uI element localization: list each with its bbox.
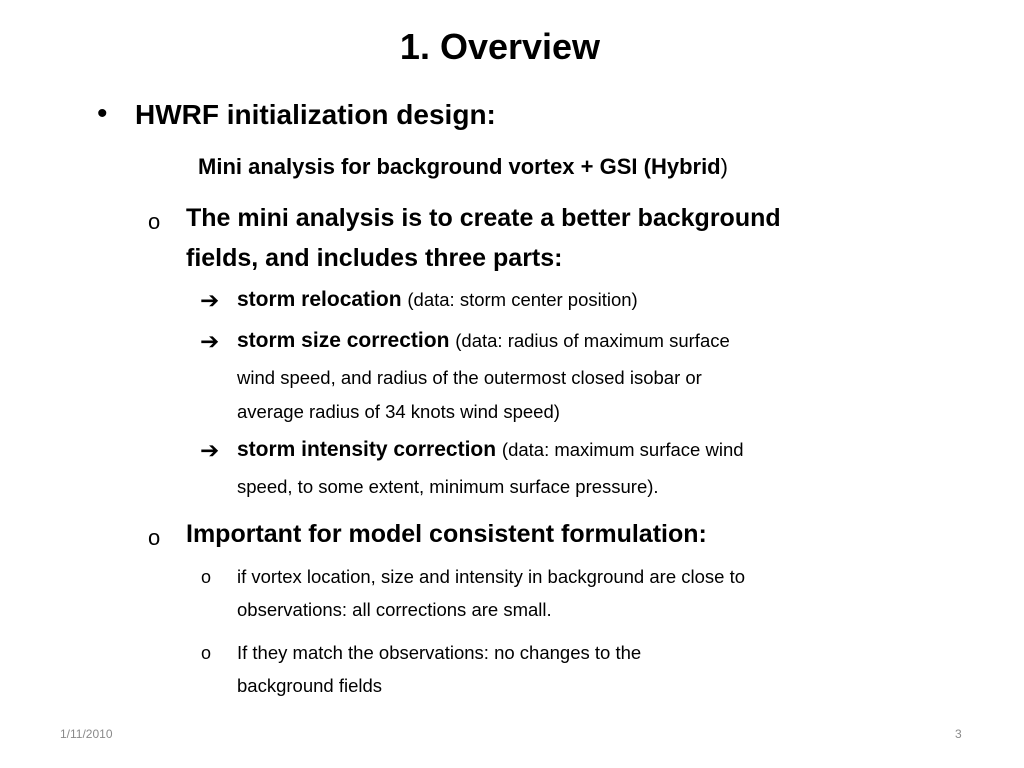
part-paren: (data: radius of maximum surface: [455, 330, 730, 351]
design-subtitle: [198, 152, 728, 182]
item-a-marker: o: [148, 209, 161, 234]
part-storm-relocation: [237, 283, 638, 317]
sub-item-line1: if vortex location, size and intensity in background are close to: [237, 566, 746, 587]
arrow-right-icon: ➔: [200, 437, 220, 463]
slide-title: 1. Overview: [399, 26, 601, 67]
sub-item-line1: If they match the observations: no changes to the: [237, 642, 642, 663]
part-continuation: average radius of 34 knots wind speed): [237, 401, 560, 422]
arrow-right-icon: ➔: [200, 328, 220, 354]
design-subtitle-tail: ): [720, 154, 728, 179]
part-continuation: wind speed, and radius of the outermost closed isobar or: [237, 367, 702, 388]
sub-item-line2: observations: all corrections are small.: [237, 599, 552, 620]
bullet-marker: •: [97, 97, 108, 130]
part-paren: (data: storm center position): [407, 289, 638, 310]
sub-marker: o: [201, 567, 212, 587]
part-paren: (data: maximum surface wind: [501, 439, 744, 460]
part-storm-intensity-correction: [237, 433, 744, 467]
part-continuation: speed, to some extent, minimum surface pressure).: [237, 476, 659, 497]
arrow-right-icon: ➔: [200, 287, 220, 313]
item-a-line1: The mini analysis is to create a better background: [186, 204, 781, 232]
bullet-heading: HWRF initialization design:: [135, 99, 496, 130]
sub-marker: o: [201, 643, 212, 663]
part-head: storm intensity correction: [237, 438, 497, 461]
part-storm-size-correction: [237, 324, 730, 358]
part-head: storm size correction: [237, 329, 450, 352]
design-subtitle-text: Mini analysis for background vortex + GSI (Hybrid: [198, 154, 721, 179]
item-b-marker: o: [148, 525, 161, 550]
footer-date: 1/11/2010: [60, 727, 113, 741]
sub-item-line2: background fields: [237, 675, 383, 696]
part-head: storm relocation: [237, 288, 402, 311]
item-a-line2: fields, and includes three parts:: [186, 244, 563, 272]
footer-page-number: 3: [955, 727, 962, 741]
item-b-heading: Important for model consistent formulation:: [186, 520, 707, 548]
